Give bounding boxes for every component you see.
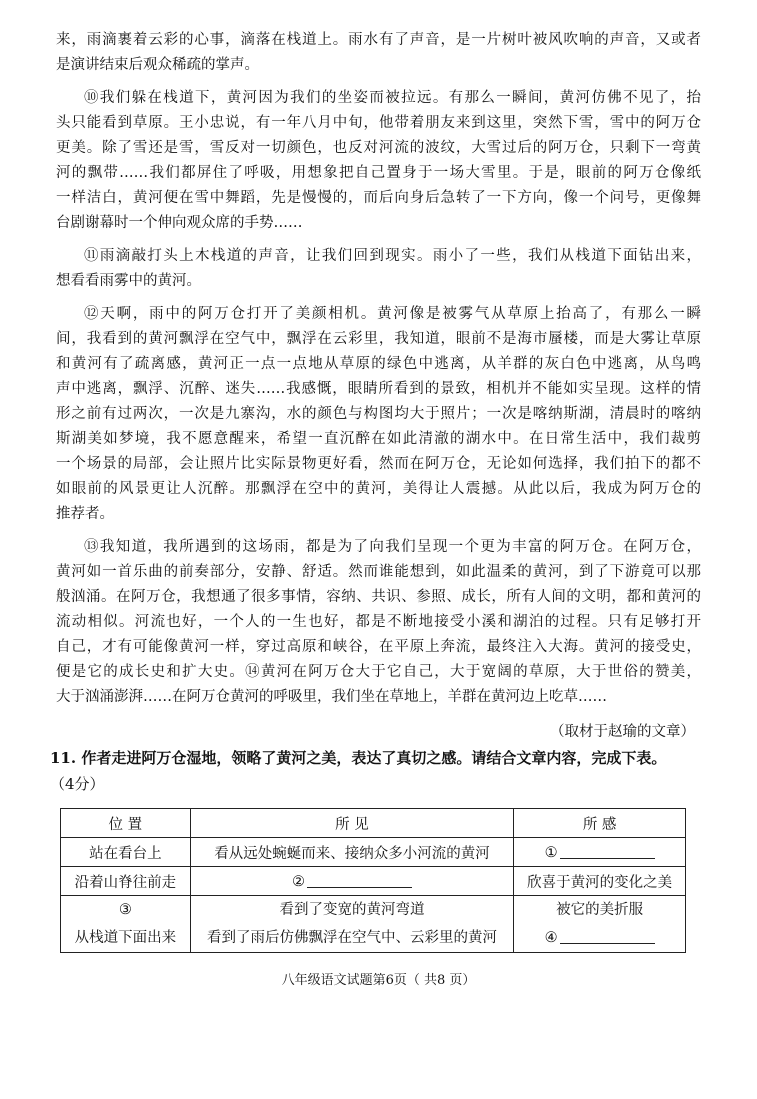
passage-line: 是演讲结束后观众稀疏的掌声。 bbox=[56, 57, 259, 73]
passage-line: 更美。除了雪还是雪，雪反对一切颜色，也反对河流的波纹，大雪过后的阿万仓，只剩下一弯黄 bbox=[56, 140, 701, 156]
passage-line: 台剧谢幕时一个伸向观众席的手势…… bbox=[56, 215, 303, 231]
question-11-text: 11. 作者走进阿万仓湿地，领略了黄河之美，表达了真切之感。请结合文章内容，完成下表。 bbox=[50, 749, 667, 767]
passage-line: 黄河如一首乐曲的前奏部分，安静、舒适。然而谁能想到，如此温柔的黄河，到了下游竟可以那 bbox=[56, 564, 701, 580]
passage-line: 一样洁白，黄河便在雪中舞蹈，先是慢慢的，而后向身后急转了一下方向，像一个问号，更像舞 bbox=[56, 190, 701, 206]
passage-line: 间，我看到的黄河飘浮在空气中，飘浮在云彩里，我知道，眼前不是海市蜃楼，而是大雾让草原 bbox=[56, 331, 701, 347]
answer-blank-1[interactable] bbox=[560, 843, 655, 859]
passage-line: 流动相似。河流也好，一个人的一生也好，都是不断地接受小溪和湖泊的过程。只有足够打开 bbox=[56, 614, 701, 630]
header-position: 位 置 bbox=[61, 809, 191, 838]
question-11-score: （4分） bbox=[50, 775, 105, 793]
row1-felt bbox=[514, 838, 686, 867]
passage-line: 大于汹涌澎湃……在阿万仓黄河的呼吸里，我们坐在草地上，羊群在黄河边上吃草…… bbox=[56, 689, 607, 705]
passage-line: 一个场景的局部，会让照片比实际景物更好看，然而在阿万仓，无论如何选择，我们拍下的都不 bbox=[56, 456, 701, 472]
answer-blank-2[interactable] bbox=[307, 872, 412, 888]
passage-line: 如眼前的风景更让人沉醉。那飘浮在空中的黄河，美得让人震撼。从此以后，我成为阿万仓的 bbox=[56, 481, 701, 497]
passage-line: ⑫天啊，雨中的阿万仓打开了美颜相机。黄河像是被雾气从草原上抬高了，有那么一瞬 bbox=[84, 306, 701, 322]
answer-marker-3[interactable]: ③ bbox=[118, 902, 132, 918]
row4-position: 从栈道下面出来 bbox=[74, 930, 177, 946]
passage-line: 斯湖美如梦境，我不愿意醒来，希望一直沉醉在如此清澈的湖水中。在日常生活中，我们裁剪 bbox=[56, 431, 701, 447]
header-felt: 所 感 bbox=[514, 809, 686, 838]
row3-felt-text: 被它的美折服 bbox=[556, 902, 644, 918]
row2-felt: 欣喜于黄河的变化之美 bbox=[514, 867, 686, 896]
row3-seen-text: 看到了变宽的黄河弯道 bbox=[279, 902, 425, 918]
row4-seen-text: 看到了雨后仿佛飘浮在空气中、云彩里的黄河 bbox=[206, 930, 497, 946]
passage-line: ⑬我知道，我所遇到的这场雨，都是为了向我们呈现一个更为丰富的阿万仓。在阿万仓， bbox=[84, 539, 701, 555]
passage-line: 河的飘带……我们都屏住了呼吸，用想象把自己置身于一场大雪里。于是，眼前的阿万仓像纸 bbox=[56, 165, 701, 181]
table-header-row bbox=[61, 809, 686, 838]
passage-line: 来，雨滴裹着云彩的心事，滴落在栈道上。雨水有了声音，是一片树叶被风吹响的声音，又或者 bbox=[56, 32, 701, 48]
table-row bbox=[61, 838, 686, 867]
passage-line: 自己，才有可能像黄河一样，穿过高原和峡谷，在平原上奔流，最终注入大海。黄河的接受史， bbox=[56, 639, 701, 655]
header-seen: 所 见 bbox=[190, 809, 514, 838]
row3-position bbox=[61, 896, 191, 953]
passage-line: 推荐者。 bbox=[56, 506, 114, 522]
page-footer: 八年级语文试题第6页（ 共8 页） bbox=[281, 973, 476, 988]
answer-blank-4[interactable] bbox=[560, 928, 655, 944]
passage-line: 和黄河有了疏离感，黄河正一点一点地从草原的绿色中逃离，从羊群的灰白色中逃离，从鸟鸣 bbox=[56, 356, 701, 372]
table-row bbox=[61, 896, 686, 953]
answer-table bbox=[60, 808, 686, 953]
row1-position: 站在看台上 bbox=[61, 838, 191, 867]
row4-felt bbox=[514, 924, 685, 952]
answer-marker-4: ④ bbox=[544, 930, 558, 946]
row2-position: 沿着山脊往前走 bbox=[61, 867, 191, 896]
answer-marker-2: ② bbox=[291, 874, 305, 890]
passage-line: 便是它的成长史和扩大史。⑭黄河在阿万仓大于它自己，大于宽阔的草原，大于世俗的赞美， bbox=[56, 664, 701, 680]
table-row bbox=[61, 867, 686, 896]
row1-seen: 看从远处蜿蜒而来、接纳众多小河流的黄河 bbox=[190, 838, 514, 867]
row3-seen bbox=[190, 896, 514, 953]
passage-line: 头只能看到草原。王小忠说，有一年八月中旬，他带着朋友来到这里，突然下雪，雪中的阿万仓 bbox=[56, 115, 701, 131]
passage-line: 般汹涌。在阿万仓，我想通了很多事情，容纳、共识、参照、成长，所有人间的文明，都和黄河的 bbox=[56, 589, 701, 605]
source-note: （取材于赵瑜的文章） bbox=[550, 724, 695, 740]
passage-line: ⑩我们躲在栈道下，黄河因为我们的坐姿而被拉远。有那么一瞬间，黄河仿佛不见了，抬 bbox=[84, 90, 701, 106]
row3-felt bbox=[514, 896, 686, 953]
row2-seen bbox=[190, 867, 514, 896]
passage-line: 形之前有过两次，一次是九寨沟，水的颜色与构图均大于照片；一次是喀纳斯湖，清晨时的喀纳 bbox=[56, 406, 701, 422]
answer-marker-1: ① bbox=[544, 845, 558, 861]
passage-line: 声中逃离，飘浮、沉醉、迷失……我感慨，眼睛所看到的景致，相机并不能如实呈现。这样的情 bbox=[56, 381, 701, 397]
passage-line: ⑪雨滴敲打头上木栈道的声音，让我们回到现实。雨小了一些，我们从栈道下面钻出来， bbox=[84, 248, 701, 264]
passage-line: 想看看雨雾中的黄河。 bbox=[56, 273, 201, 289]
